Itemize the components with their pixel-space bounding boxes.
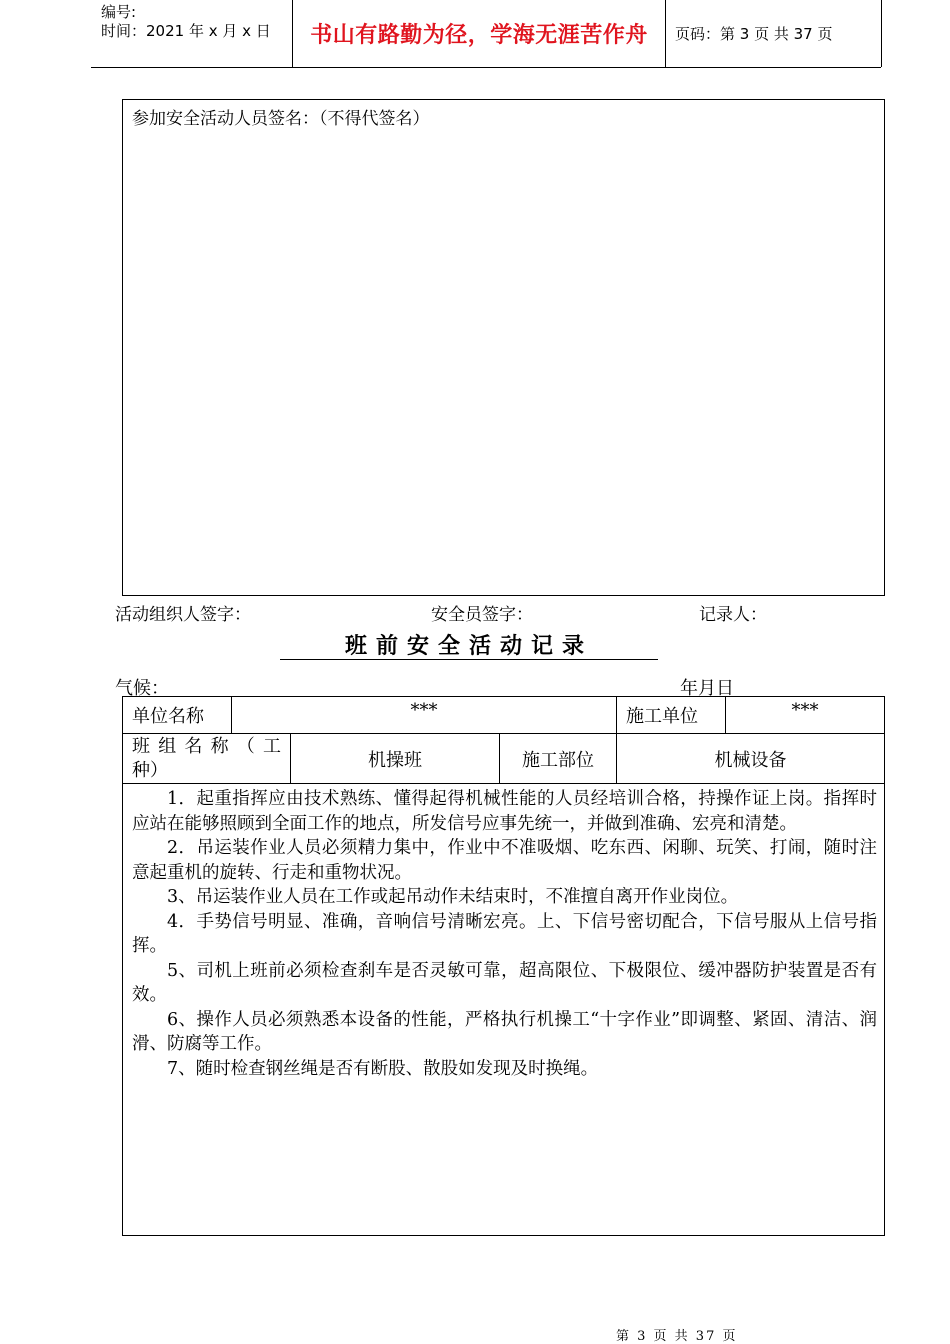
list-item: 1．起重指挥应由技术熟练、懂得起得机械性能的人员经培训合格，持操作证上岗。指挥时应站在能够照顾到全面工作的地点，所发信号应事先统一，并做到准确、宏亮和清楚。: [132, 789, 877, 834]
list-item: 3、吊运装作业人员在工作或起吊动作未结束时，不准擅自离开作业岗位。: [167, 887, 739, 907]
safety-content-box: [122, 783, 885, 1236]
motto-text: 书山有路勤为径，学海无涯苦作舟: [310, 22, 648, 48]
list-item: 4．手势信号明显、准确，音响信号清晰宏亮。上、下信号密切配合，下信号服从上信号指挥。: [132, 911, 877, 956]
number-label: 编号:: [101, 3, 137, 21]
form-title: 班前安全活动记录: [280, 633, 658, 660]
signature-box: [122, 99, 885, 596]
construction-unit-label: 施工单位: [617, 697, 726, 734]
date-label: 年月日: [680, 678, 734, 699]
construction-unit-value: ***: [726, 697, 885, 734]
activity-info-table: [122, 696, 885, 784]
safety-items-list: [132, 787, 877, 1081]
header-page-cell: [666, 0, 882, 67]
weather-label: 气候：: [115, 678, 169, 699]
time-label: 时间：2021 年 x 月 x 日: [101, 22, 271, 40]
page-header: [91, 0, 881, 68]
signature-label: 参加安全活动人员签名：（不得代签名）: [132, 109, 430, 129]
list-item: 5、司机上班前必须检查刹车是否灵敏可靠，超高限位、下极限位、缓冲器防护装置是否有效。: [132, 960, 877, 1005]
construction-part-label: 施工部位: [500, 734, 617, 784]
team-name-label: 班 组 名 称 （ 工 种）: [123, 734, 291, 784]
page-footer: 第 3 页 共 37 页: [616, 1329, 738, 1344]
list-item: 7、随时检查钢丝绳是否有断股、散股如发现及时换绳。: [167, 1058, 599, 1079]
recorder-label: 记录人：: [699, 605, 767, 625]
page-info: 页码：第 3 页 共 37 页: [675, 25, 833, 43]
construction-part-value: 机械设备: [617, 734, 885, 784]
safety-officer-signature-label: 安全员签字：: [431, 605, 533, 625]
list-item: 6、操作人员必须熟悉本设备的性能，严格执行机操工“十字作业”即调整、紧固、清洁、润滑、防腐等工作。: [132, 1009, 877, 1054]
organizer-signature-label: 活动组织人签字：: [115, 605, 251, 625]
unit-name-value: ***: [232, 697, 617, 734]
header-motto-cell: [293, 0, 666, 67]
team-name-value: 机操班: [291, 734, 500, 784]
header-meta: [91, 0, 293, 67]
list-item: 2．吊运装作业人员必须精力集中，作业中不准吸烟、吃东西、闲聊、玩笑、打闹，随时注意起重机的旋转、行走和重物状况。: [132, 838, 877, 883]
unit-name-label: 单位名称: [123, 697, 232, 734]
